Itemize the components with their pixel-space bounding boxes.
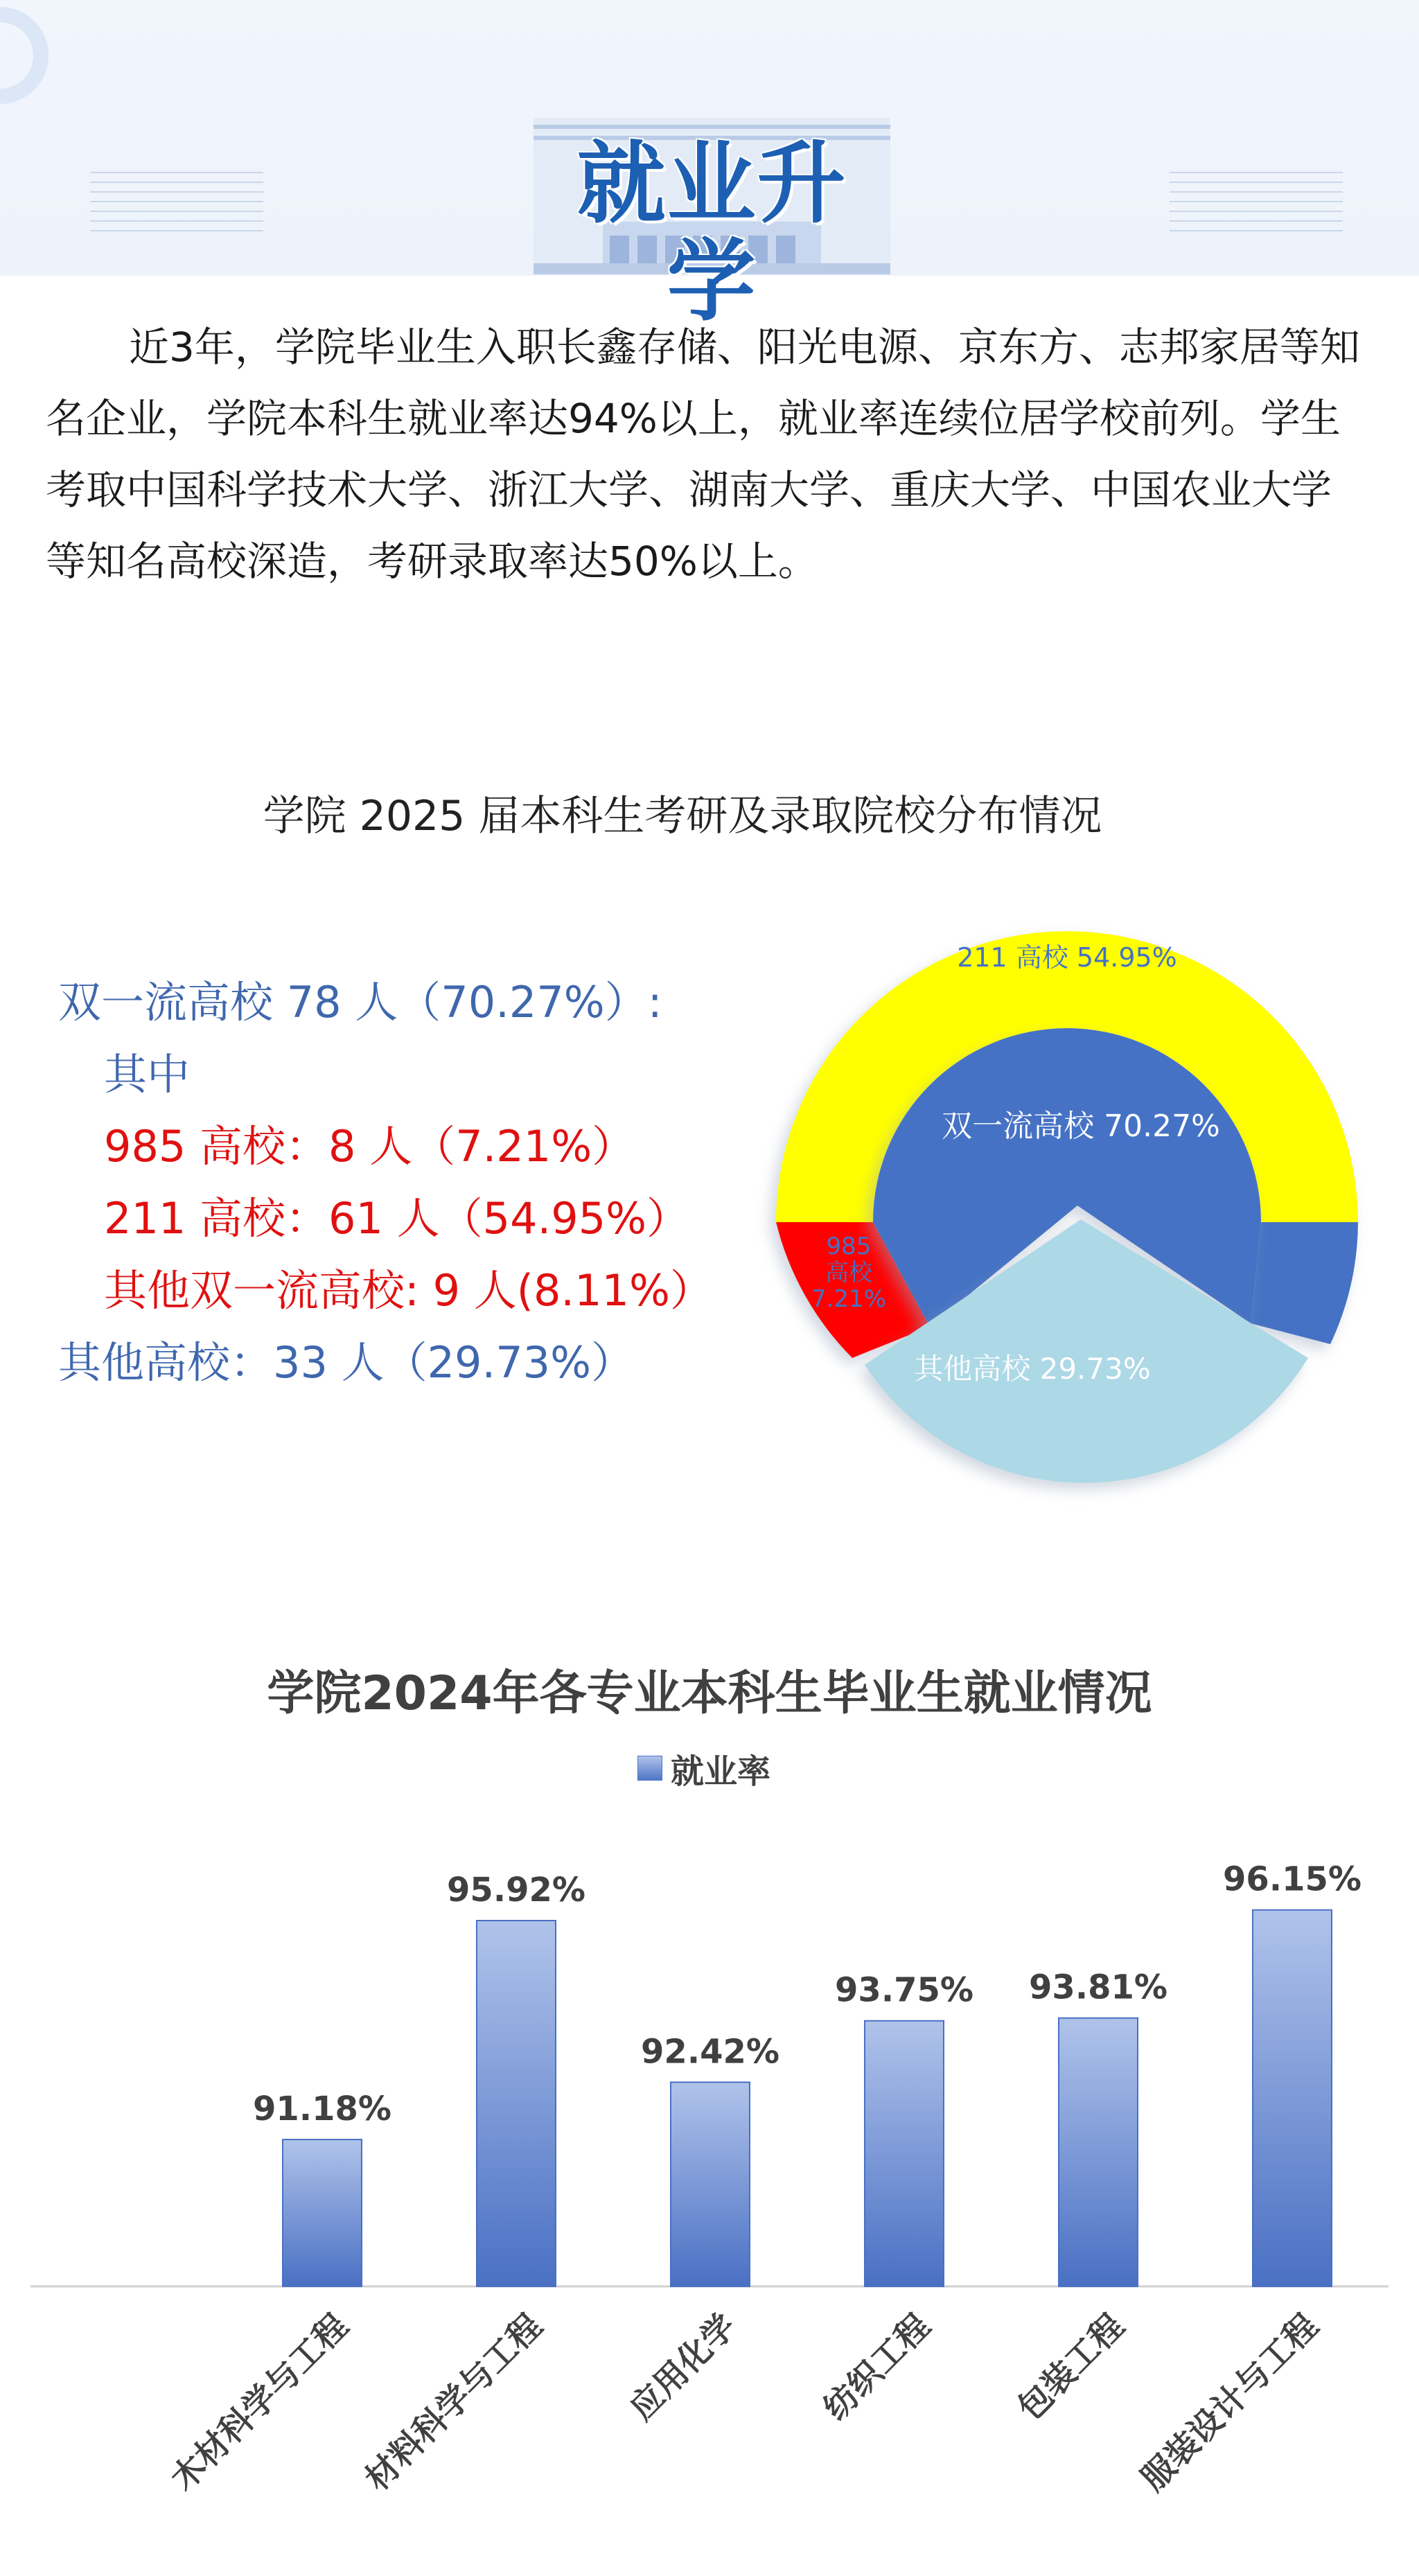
legend-line-qizhong: 其中: [104, 1049, 191, 1100]
x-tick-label: 服装设计与工程: [1134, 2306, 1326, 2499]
decorative-lines-left: [90, 172, 263, 248]
decorative-lines-right: [1170, 172, 1343, 248]
label-shuangyiliu: 双一流高校 70.27%: [942, 1109, 1220, 1144]
bar-value-label: 96.15%: [1223, 1860, 1361, 1899]
bar-value-label: 92.42%: [641, 2032, 779, 2072]
pie-chart-title: 学院 2025 届本科生考研及录取院校分布情况: [263, 792, 1102, 840]
bar-2: [671, 2082, 750, 2286]
label-985-line2: 高校: [825, 1259, 872, 1287]
bar-chart-title: 学院2024年各专业本科生毕业生就业情况: [267, 1666, 1152, 1721]
bar-5: [1253, 1910, 1332, 2286]
bar-3: [865, 2021, 944, 2286]
pie-chart: [748, 880, 1386, 1483]
intro-paragraph: 近3年，学院毕业生入职长鑫存储、阳光电源、京东方、志邦家居等知名企业，学院本科生就业率达94%以上，就业率连续位居学校前列。学生考取中国科学技术大学、浙江大学、湖南大学、重庆大学、中国农业大学等知名高校深造，考研录取率达50%以上。: [46, 324, 1360, 585]
legend-line-shuangyiliu: 双一流高校 78 人（70.27%）:: [58, 977, 662, 1027]
label-985-line1: 985: [826, 1233, 872, 1260]
decorative-ring: [0, 7, 49, 104]
legend-label: 就业率: [671, 1752, 771, 1791]
pie-legend-text: [58, 967, 793, 1399]
x-tick-label: 木材科学与工程: [164, 2306, 356, 2499]
bar-value-label: 95.92%: [447, 1871, 585, 1909]
bar-value-label: 91.18%: [253, 2090, 391, 2128]
bar-value-label: 93.75%: [835, 1970, 973, 2010]
pie-slice-other-shuangyiliu: [1251, 1222, 1358, 1344]
legend-line-other-shuangyiliu: 其他双一流高校: 9 人(8.11%）: [104, 1265, 713, 1316]
bar-1: [477, 1921, 556, 2286]
x-tick-label: 材料科学与工程: [358, 2306, 550, 2499]
legend-line-other: 其他高校：33 人（29.73%）: [58, 1337, 635, 1388]
bar-chart-legend: [637, 1747, 770, 1789]
legend-swatch: [637, 1756, 662, 1781]
label-other: 其他高校 29.73%: [914, 1352, 1151, 1386]
bar-4: [1059, 2018, 1138, 2286]
page-title: 就业升学: [576, 132, 847, 333]
label-211: 211 高校 54.95%: [957, 942, 1177, 973]
legend-line-985: 985 高校：8 人（7.21%）: [104, 1121, 635, 1172]
bar-0: [283, 2140, 362, 2286]
bar-value-label: 93.81%: [1029, 1968, 1167, 2007]
header-banner: [0, 0, 1419, 333]
label-985-line3: 7.21%: [811, 1285, 887, 1313]
x-tick-label: 包装工程: [1010, 2306, 1132, 2428]
x-tick-label: 应用化学: [622, 2306, 744, 2428]
bar-chart: [0, 1801, 1419, 2576]
x-tick-label: 纺织工程: [816, 2306, 938, 2428]
legend-line-211: 211 高校：61 人（54.95%）: [104, 1193, 690, 1244]
